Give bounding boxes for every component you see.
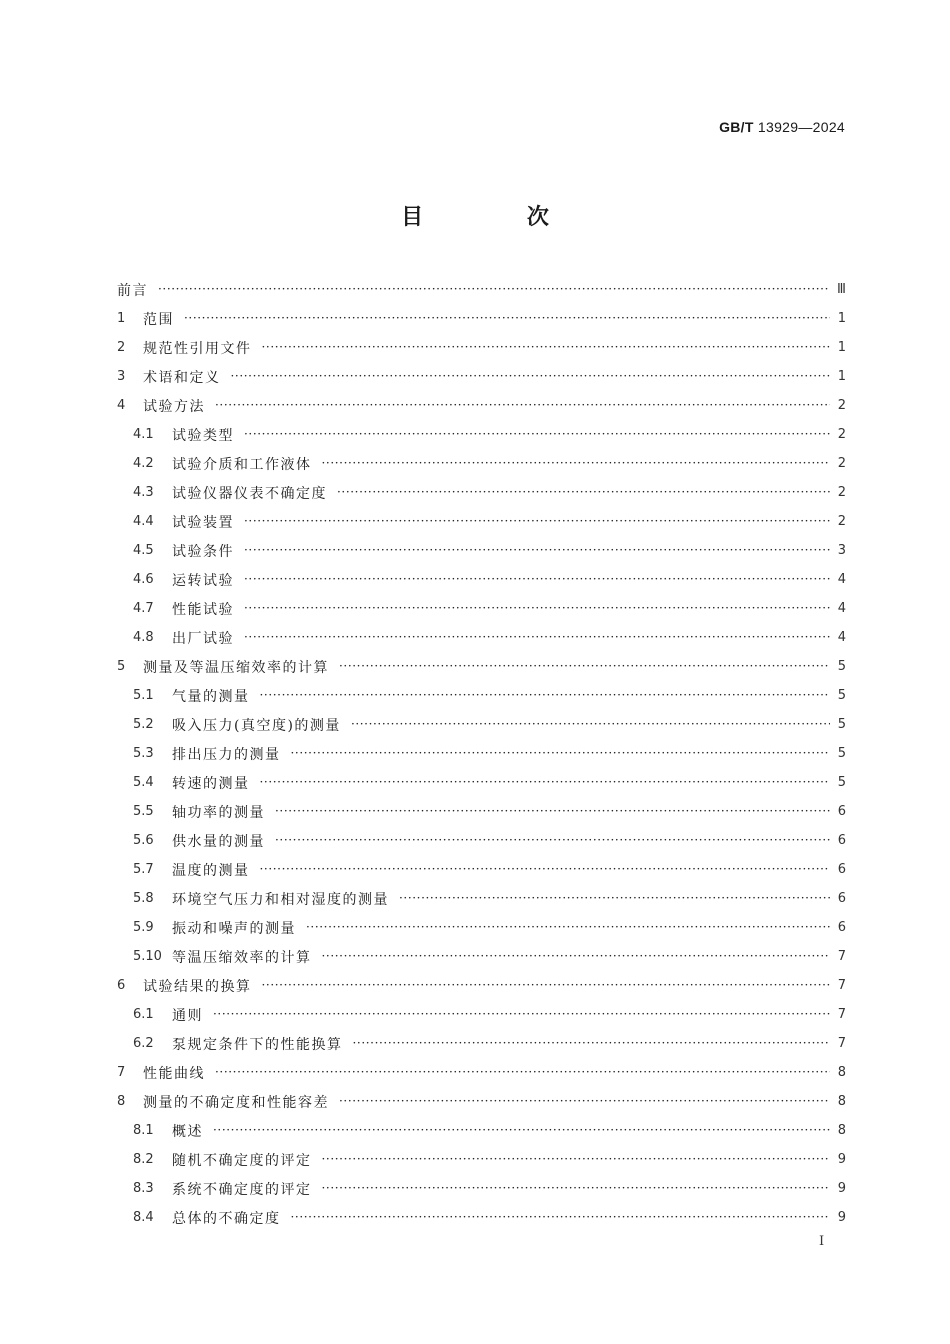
toc-entry[interactable]: [117, 652, 846, 681]
toc-entry-number: 4: [117, 398, 126, 413]
toc-entry-title: 试验装置: [172, 514, 234, 531]
dot-leader: [244, 427, 830, 441]
dot-leader: [275, 804, 830, 818]
toc-entry-page: 6: [837, 920, 846, 935]
toc-entry[interactable]: [117, 913, 846, 942]
toc-entry[interactable]: [117, 304, 846, 333]
toc-entry-title: 随机不确定度的评定: [172, 1152, 312, 1169]
toc-entry-page: 1: [837, 369, 846, 384]
toc-entry-title: 运转试验: [172, 572, 234, 589]
toc-entry-page: 2: [837, 456, 846, 471]
toc-entry-number: 5.2: [133, 717, 154, 732]
toc-entry-number: 1: [117, 311, 126, 326]
toc-entry-number: 8.1: [133, 1123, 154, 1138]
dot-leader: [244, 514, 830, 528]
dot-leader: [339, 659, 830, 673]
toc-entry-page: 6: [837, 862, 846, 877]
toc-entry-page: 5: [837, 717, 846, 732]
toc-entry-title: 试验结果的换算: [143, 978, 252, 995]
toc-entry-number: 5.1: [133, 688, 154, 703]
toc-entry-title: 测量及等温压缩效率的计算: [143, 659, 329, 676]
toc-entry[interactable]: [117, 362, 846, 391]
dot-leader: [322, 456, 831, 470]
toc-entry-title: 泵规定条件下的性能换算: [172, 1036, 343, 1053]
dot-leader: [158, 282, 830, 296]
toc-entry-title: 概述: [172, 1123, 203, 1140]
dot-leader: [184, 311, 830, 325]
toc-entry-number: 4.5: [133, 543, 154, 558]
toc-entry-page: 1: [837, 311, 846, 326]
toc-entry-title: 等温压缩效率的计算: [172, 949, 312, 966]
toc-entry-title: 范围: [143, 311, 174, 328]
dot-leader: [244, 630, 830, 644]
toc-entry[interactable]: [117, 855, 846, 884]
toc-entry[interactable]: [117, 884, 846, 913]
toc-entry[interactable]: [117, 681, 846, 710]
toc-entry-title: 前言: [117, 282, 148, 299]
toc-entry-page: 3: [837, 543, 846, 558]
document-number: [719, 119, 845, 135]
toc-entry[interactable]: [117, 594, 846, 623]
toc-entry-number: 4.6: [133, 572, 154, 587]
toc-entry-title: 系统不确定度的评定: [172, 1181, 312, 1198]
toc-entry[interactable]: [117, 971, 846, 1000]
dot-leader: [306, 920, 830, 934]
toc-entry-page: 8: [837, 1094, 846, 1109]
toc-entry-number: 4.1: [133, 427, 154, 442]
toc-entry-title: 转速的测量: [172, 775, 250, 792]
toc-entry-page: 9: [837, 1152, 846, 1167]
toc-entry-page: 4: [837, 601, 846, 616]
toc-entry-number: 5.8: [133, 891, 154, 906]
toc-entry-title: 试验仪器仪表不确定度: [172, 485, 327, 502]
toc-entry-title: 振动和噪声的测量: [172, 920, 296, 937]
toc-entry-title: 术语和定义: [143, 369, 221, 386]
toc-entry-number: 4.8: [133, 630, 154, 645]
toc-entry-title: 吸入压力(真空度)的测量: [172, 717, 341, 734]
dot-leader: [262, 978, 831, 992]
toc-entry-number: 5.3: [133, 746, 154, 761]
toc-entry[interactable]: [117, 942, 846, 971]
toc-entry-number: 6.1: [133, 1007, 154, 1022]
toc-entry-page: 8: [837, 1065, 846, 1080]
toc-entry-page: 2: [837, 514, 846, 529]
toc-entry-number: 4.3: [133, 485, 154, 500]
toc-entry[interactable]: [117, 710, 846, 739]
toc-entry[interactable]: [117, 507, 846, 536]
dot-leader: [399, 891, 830, 905]
toc-entry-title: 通则: [172, 1007, 203, 1024]
toc-entry-title: 性能曲线: [143, 1065, 205, 1082]
toc-entry-page: 5: [837, 659, 846, 674]
toc-entry-title: 总体的不确定度: [172, 1210, 281, 1227]
toc-entry-title: 试验方法: [143, 398, 205, 415]
toc-entry[interactable]: [117, 275, 846, 304]
dot-leader: [337, 485, 830, 499]
dot-leader: [215, 1065, 830, 1079]
toc-entry-title: 测量的不确定度和性能容差: [143, 1094, 329, 1111]
dot-leader: [322, 949, 831, 963]
toc-entry[interactable]: [117, 1145, 846, 1174]
toc-entry[interactable]: [117, 1116, 846, 1145]
toc-entry-number: 8: [117, 1094, 126, 1109]
dot-leader: [260, 862, 831, 876]
toc-entry-page: 7: [837, 978, 846, 993]
toc-entry-number: 3: [117, 369, 126, 384]
toc-entry-number: 2: [117, 340, 126, 355]
toc-entry-title: 环境空气压力和相对湿度的测量: [172, 891, 389, 908]
toc-entry[interactable]: [117, 449, 846, 478]
toc-entry-page: 2: [837, 398, 846, 413]
toc-entry-page: 6: [837, 804, 846, 819]
dot-leader: [231, 369, 831, 383]
toc-entry-number: 4.4: [133, 514, 154, 529]
toc-entry-page: 1: [837, 340, 846, 355]
dot-leader: [244, 543, 830, 557]
toc-entry[interactable]: [117, 1174, 846, 1203]
standard-number: 13929—2024: [757, 119, 845, 135]
toc-entry[interactable]: [117, 623, 846, 652]
toc-entry-page: Ⅲ: [837, 282, 846, 297]
toc-entry-page: 5: [837, 688, 846, 703]
toc-entry-number: 8.4: [133, 1210, 154, 1225]
toc-entry-page: 9: [837, 1181, 846, 1196]
toc-entry-page: 9: [837, 1210, 846, 1225]
toc-entry-title: 性能试验: [172, 601, 234, 618]
dot-leader: [351, 717, 830, 731]
dot-leader: [262, 340, 831, 354]
toc-entry-number: 5.7: [133, 862, 154, 877]
toc-entry-number: 5.5: [133, 804, 154, 819]
page-number: I: [819, 1234, 825, 1249]
dot-leader: [322, 1152, 831, 1166]
page-title: 目 次: [401, 204, 597, 230]
toc-entry[interactable]: [117, 739, 846, 768]
toc-entry-title: 规范性引用文件: [143, 340, 252, 357]
table-of-contents: [117, 275, 846, 1232]
dot-leader: [213, 1007, 830, 1021]
toc-entry[interactable]: [117, 826, 846, 855]
toc-entry-page: 8: [837, 1123, 846, 1138]
dot-leader: [353, 1036, 831, 1050]
dot-leader: [275, 833, 830, 847]
toc-entry-page: 2: [837, 427, 846, 442]
toc-entry[interactable]: [117, 1029, 846, 1058]
toc-entry[interactable]: [117, 565, 846, 594]
toc-entry-page: 7: [837, 949, 846, 964]
toc-entry-page: 5: [837, 775, 846, 790]
standard-code: GB/T: [719, 119, 754, 135]
toc-entry-title: 试验条件: [172, 543, 234, 560]
toc-entry-page: 7: [837, 1036, 846, 1051]
toc-entry[interactable]: [117, 420, 846, 449]
toc-entry-title: 供水量的测量: [172, 833, 265, 850]
toc-entry-number: 5.4: [133, 775, 154, 790]
toc-entry-number: 8.3: [133, 1181, 154, 1196]
dot-leader: [339, 1094, 830, 1108]
toc-entry[interactable]: [117, 1058, 846, 1087]
dot-leader: [260, 775, 831, 789]
toc-entry-page: 4: [837, 572, 846, 587]
toc-entry-title: 排出压力的测量: [172, 746, 281, 763]
toc-entry-page: 6: [837, 891, 846, 906]
toc-entry[interactable]: [117, 478, 846, 507]
toc-entry[interactable]: [117, 768, 846, 797]
toc-entry-number: 7: [117, 1065, 126, 1080]
toc-entry-number: 6.2: [133, 1036, 154, 1051]
toc-entry-page: 5: [837, 746, 846, 761]
toc-entry[interactable]: [117, 1000, 846, 1029]
toc-entry-title: 试验类型: [172, 427, 234, 444]
dot-leader: [213, 1123, 830, 1137]
toc-entry-number: 5.10: [133, 949, 162, 964]
dot-leader: [244, 572, 830, 586]
toc-entry[interactable]: [117, 1203, 846, 1232]
toc-entry-number: 5.9: [133, 920, 154, 935]
toc-entry-number: 8.2: [133, 1152, 154, 1167]
toc-entry-number: 5: [117, 659, 126, 674]
toc-entry-number: 5.6: [133, 833, 154, 848]
toc-entry[interactable]: [117, 391, 846, 420]
dot-leader: [291, 746, 831, 760]
toc-entry-number: 4.7: [133, 601, 154, 616]
toc-entry[interactable]: [117, 797, 846, 826]
dot-leader: [215, 398, 830, 412]
toc-entry-page: 2: [837, 485, 846, 500]
dot-leader: [244, 601, 830, 615]
toc-entry[interactable]: [117, 1087, 846, 1116]
toc-entry-title: 气量的测量: [172, 688, 250, 705]
toc-entry-number: 6: [117, 978, 126, 993]
toc-entry-page: 7: [837, 1007, 846, 1022]
dot-leader: [291, 1210, 831, 1224]
dot-leader: [260, 688, 831, 702]
toc-entry-title: 轴功率的测量: [172, 804, 265, 821]
toc-entry-number: 4.2: [133, 456, 154, 471]
toc-entry[interactable]: [117, 333, 846, 362]
dot-leader: [322, 1181, 831, 1195]
toc-entry[interactable]: [117, 536, 846, 565]
toc-entry-page: 6: [837, 833, 846, 848]
toc-entry-title: 试验介质和工作液体: [172, 456, 312, 473]
toc-entry-title: 出厂试验: [172, 630, 234, 647]
toc-entry-title: 温度的测量: [172, 862, 250, 879]
toc-entry-page: 4: [837, 630, 846, 645]
